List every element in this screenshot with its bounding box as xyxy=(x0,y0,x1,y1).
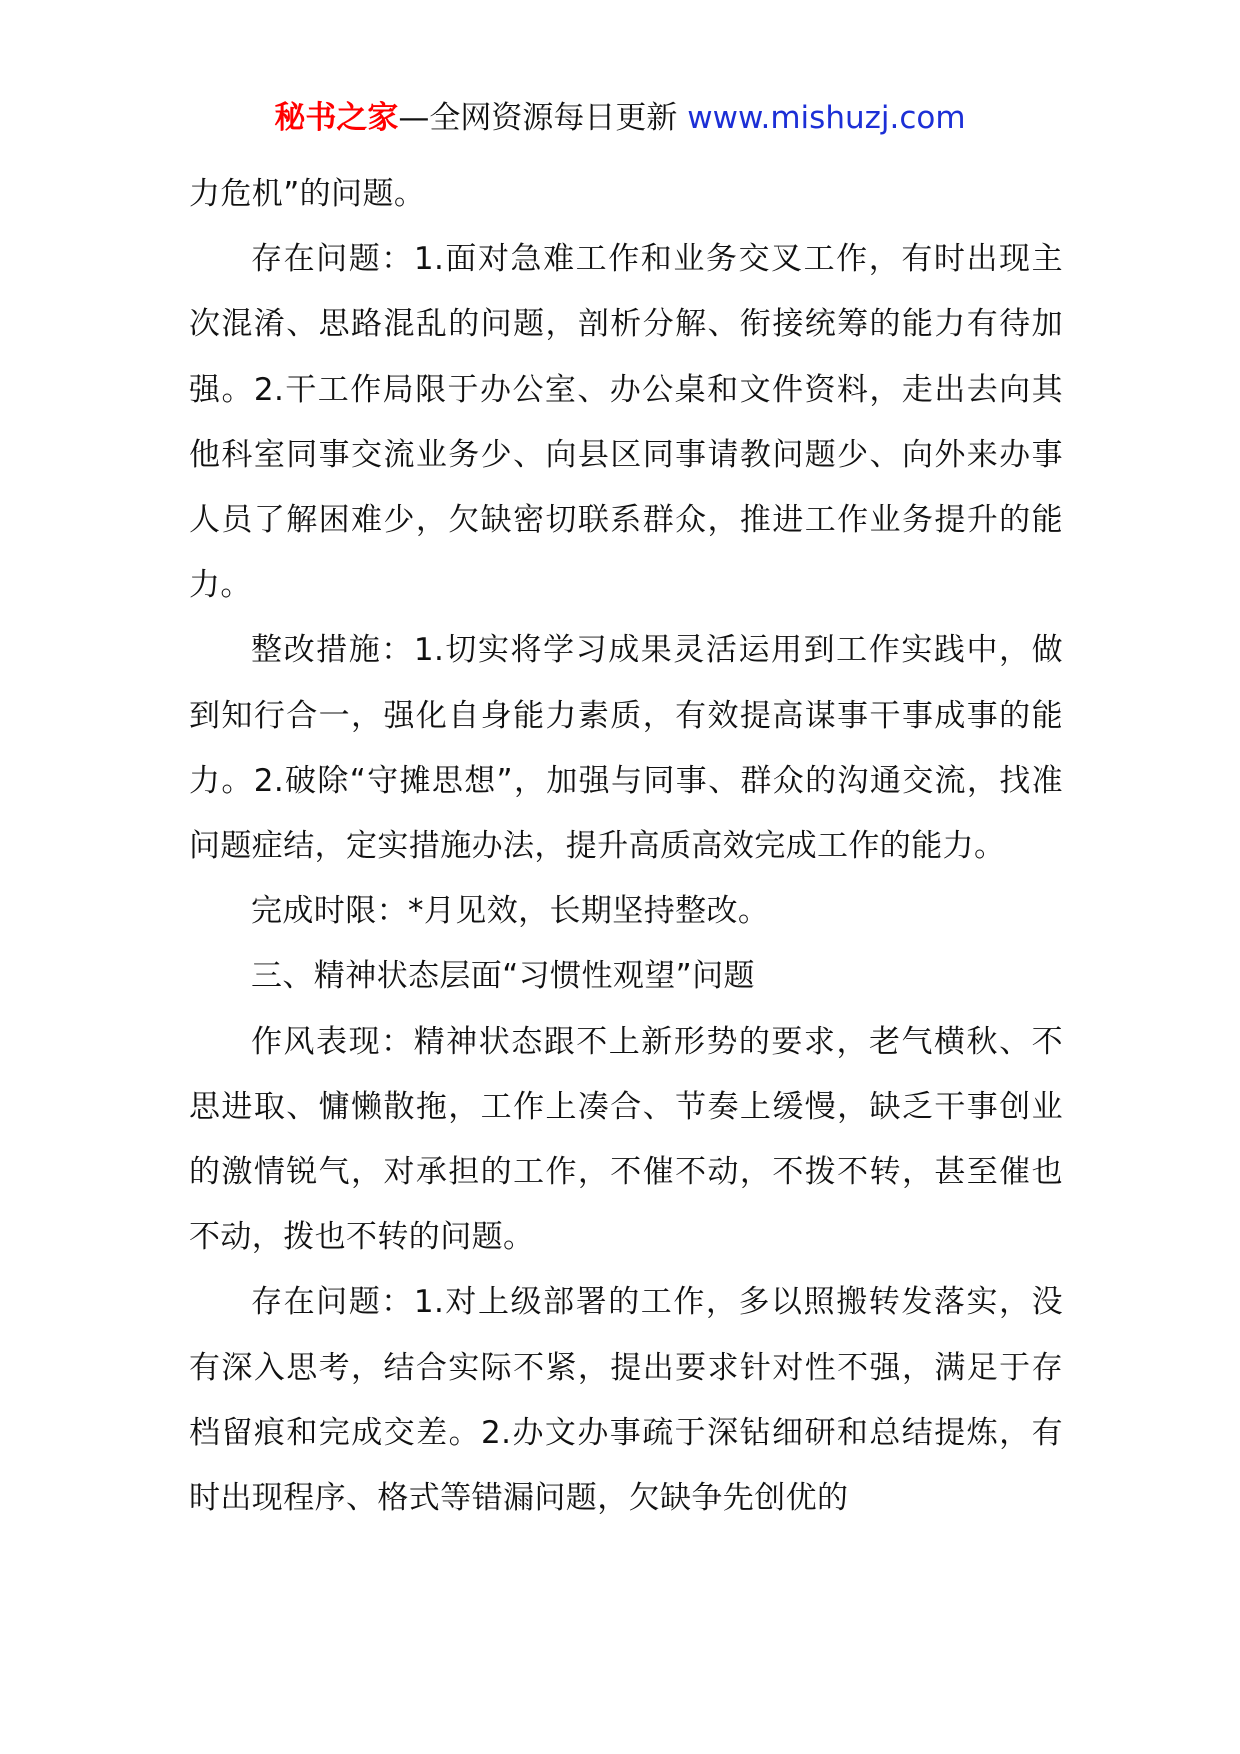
paragraph-completion-deadline: 完成时限：*月见效，长期坚持整改。 xyxy=(251,893,770,930)
paragraph-style-performance: 作风表现：精神状态跟不上新形势的要求，老气横秋、不思进取、慵懒散拖，工作上凑合、节奏上缓慢，缺乏干事创业的激情锐气，对承担的工作，不催不动，不拨不转，甚至催也不动，拨也不转的问题。 xyxy=(189,1023,1063,1256)
paragraph-rectification-measures: 整改措施：1.切实将学习成果灵活运用到工作实践中，做到知行合一，强化自身能力素质，有效提高谋事干事成事的能力。2.破除“守摊思想”，加强与同事、群众的沟通交流，找准问题症结，定实措施办法，提升高质高效完成工作的能力。 xyxy=(189,632,1063,865)
paragraph-continuation: 力危机”的问题。 xyxy=(189,176,426,212)
banner-slogan: —全网资源每日更新 xyxy=(398,100,688,136)
document-body xyxy=(189,162,1063,1531)
paragraph-existing-problems-2: 存在问题：1.对上级部署的工作，多以照搬转发落实，没有深入思考，结合实际不紧，提出要求针对性不强，满足于存档留痕和完成交差。2.办文办事疏于深钻细研和总结提炼，有时出现程序、格式等错漏问题，欠缺争先创优的 xyxy=(189,1284,1063,1517)
section-heading-3: 三、精神状态层面“习惯性观望”问题 xyxy=(251,958,755,995)
brand-name: 秘书之家 xyxy=(274,100,399,136)
site-banner xyxy=(0,98,1240,138)
site-url[interactable]: www.mishuzj.com xyxy=(687,100,966,136)
paragraph-existing-problems-1: 存在问题：1.面对急难工作和业务交叉工作，有时出现主次混淆、思路混乱的问题，剖析分解、衔接统筹的能力有待加强。2.干工作局限于办公室、办公桌和文件资料，走出去向其他科室同事交流业务少、向县区同事请教问题少、向外来办事人员了解困难少，欠缺密切联系群众，推进工作业务提升的能力。 xyxy=(189,241,1063,604)
